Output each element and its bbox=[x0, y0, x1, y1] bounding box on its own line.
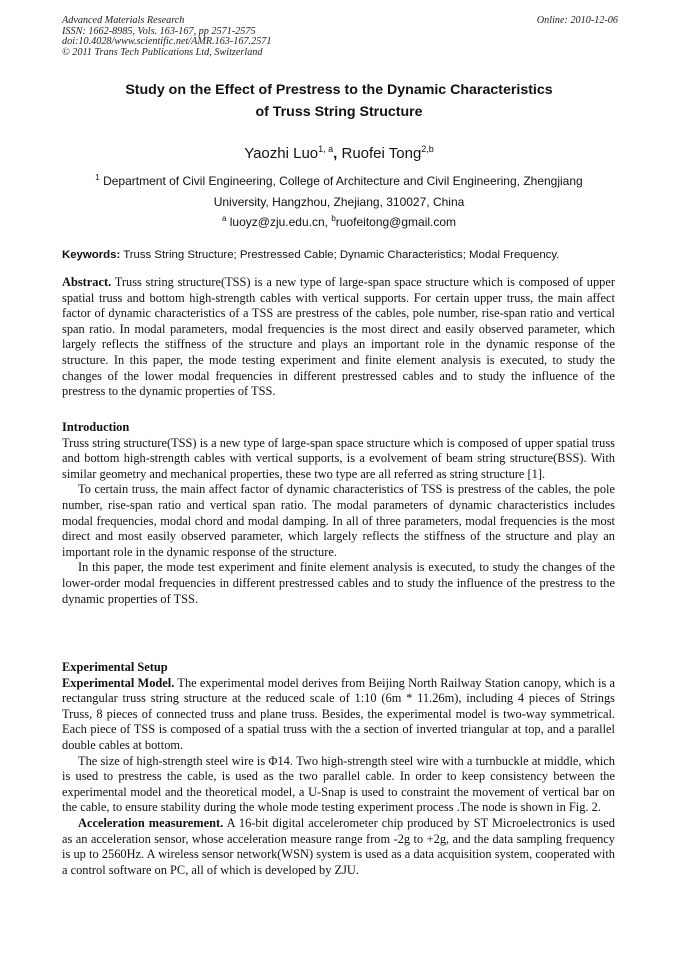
paragraph: The experimental model derives from Beijing North Railway Station canopy, which is a rectangular truss string structure at the reduced scale of 1:10 (6m * 11.26m), including 4 pieces of Strings Truss, 8 pieces of connected truss and plane truss. Besides, the experimental model is two-way symmetrical. Each piece of TSS is composed of a spatial truss with the a section of inverted triangular at top, and a parallel double cables at bottom. bbox=[62, 675, 616, 752]
online-date: Online: 2010-12-06 bbox=[536, 15, 618, 26]
copyright-line: © 2011 Trans Tech Publications Ltd, Switzerland bbox=[62, 46, 263, 58]
paper-title bbox=[62, 79, 616, 123]
abstract-text: Truss string structure(TSS) is a new type of large-span space structure which is composed of upper spatial truss and bottom high-strength cables with vertical supports. For certain upper truss, the main affect factor of dynamic characteristics of a TSS are prestress of the cables, pole number, rise-span ratio and vertical span ratio. In modal parameters, modal frequencies is the most direct and easily observed parameter, which largely reflects the stiffness of the structure and plays an important role in the dynamic response of the structure. In this paper, the mode testing experiment and finite element analysis is executed, to study the changes of the lower modal frequencies in different prestressed cables and to study the influence of the prestress to the dynamic properties of TSS. bbox=[62, 275, 615, 399]
author-list: Yaozhi Luo$^{1, a}$, Ruofei Tong$^{2,b}$ bbox=[244, 144, 434, 162]
abstract bbox=[62, 275, 615, 400]
section-heading: Experimental Setup bbox=[62, 660, 168, 674]
author-name: Ruofei Tong bbox=[341, 145, 422, 162]
paragraph: The size of high-strength steel wire is Φ14. Two high-strength steel wire with a turnbuckle at middle, which is used to prestress the cable, is used as the two parallel cable. In order to keep consistency between the experimental model and the theoretical model, a U-Snap is used to constraint the movement of vertical bar on the cable, to ensure stability during the whole mode testing experiment process .The node is shown in Fig. 2. bbox=[62, 753, 615, 815]
paragraph: In this paper, the mode test experiment and finite element analysis is executed, to study the changes of the lower-order modal frequencies in different prestressed cables and to study the influence of the prestress to the dynamic properties of TSS. bbox=[62, 560, 615, 606]
keywords-text: Truss String Structure; Prestressed Cable; Dynamic Characteristics; Modal Frequency. bbox=[123, 249, 560, 261]
keywords-label: Keywords: bbox=[62, 249, 121, 261]
paragraph: Truss string structure(TSS) is a new type of large-span space structure which is composed of upper spatial truss and bottom high-strength cables with vertical supports, is a evolvement of beam string structure(BSS). With similar geometry and mechanical properties, these two type are all referred as string structure [1]. bbox=[62, 435, 615, 481]
affiliation-sup: 1 bbox=[95, 173, 100, 182]
email-link[interactable]: ruofeitong@gmail.com bbox=[335, 215, 457, 229]
author-sup: 1, a bbox=[318, 144, 334, 154]
affiliation-line-2: University, Hangzhou, Zhejiang, 310027, China bbox=[213, 195, 465, 209]
title-line-1: Study on the Effect of Prestress to the Dynamic Characteristics bbox=[125, 82, 553, 98]
issn-line: ISSN: 1662-8985, Vols. 163-167, pp 2571-2575 bbox=[62, 25, 256, 37]
subsection-label: Acceleration measurement. bbox=[78, 815, 224, 830]
paragraph: A 16-bit digital accelerometer chip produced by ST Microelectronics is used as an acceleration sensor, whose acceleration measure range from -2g to +2g, and the data sampling frequency is up to 2560Hz. A wireless sensor network(WSN) system is used as a data acquisition system, cooperated with a control software on PC, all of which is developed by ZJU. bbox=[62, 815, 615, 877]
abstract-label: Abstract. bbox=[62, 275, 112, 289]
email-sup: b bbox=[331, 214, 336, 223]
author-name: Yaozhi Luo bbox=[244, 145, 319, 162]
affiliation-line-1: Department of Civil Engineering, College of Architecture and Civil Engineering, Zhengjiang bbox=[103, 174, 583, 188]
paragraph: To certain truss, the main affect factor of dynamic characteristics of TSS is prestress of the cables, the pole number, rise-span ratio and vertical span ratio. The modal parameters of dynamic characteristics includes modal frequencies, modal chord and modal damping. In all of three parameters, modal frequencies is the most direct and most easily observed parameter, which largely reflects the stiffness of the structure and play an important role in the dynamic response of the structure. bbox=[62, 482, 615, 559]
journal-header bbox=[62, 16, 618, 58]
affiliation bbox=[62, 167, 616, 213]
title-line-2: of Truss String Structure bbox=[255, 104, 423, 120]
doi-line: doi:10.4028/www.scientific.net/AMR.163-167.2571 bbox=[62, 36, 272, 48]
experimental-section bbox=[62, 660, 615, 878]
subsection-label: Experimental Model. bbox=[62, 675, 175, 690]
email-link[interactable]: luoyz@zju.edu.cn, bbox=[229, 215, 328, 229]
email-line bbox=[62, 211, 616, 230]
section-heading: Introduction bbox=[62, 420, 130, 434]
introduction-section bbox=[62, 420, 615, 607]
keywords bbox=[62, 247, 618, 263]
author-sup: 2,b bbox=[421, 144, 434, 154]
journal-name: Advanced Materials Research bbox=[62, 15, 185, 26]
email-sup: a bbox=[221, 214, 227, 223]
